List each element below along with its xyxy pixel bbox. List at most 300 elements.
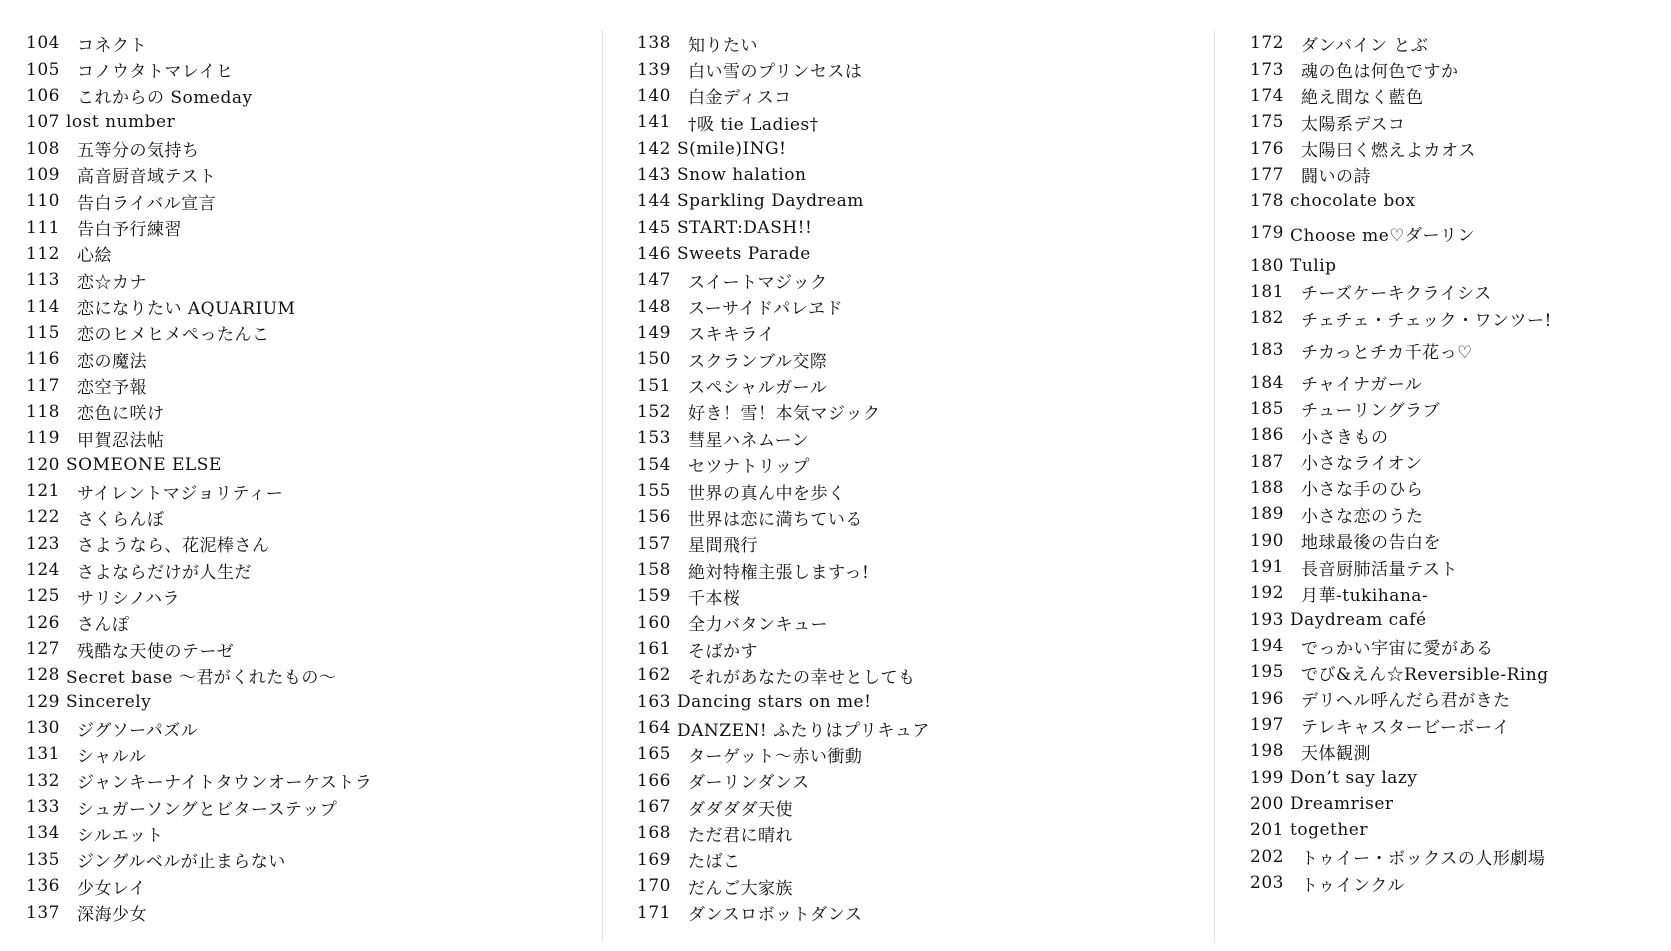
song-title: チカっとチカ千花っ♡ (1301, 342, 1473, 363)
song-number: 129 (26, 691, 60, 712)
song-list-item (26, 689, 616, 715)
song-list-item (26, 346, 616, 372)
song-title: スペシャルガール (688, 378, 828, 399)
song-title: デリヘル呼んだら君がきた (1301, 691, 1511, 712)
song-number: 177 (1250, 164, 1284, 185)
song-number: 198 (1250, 741, 1284, 762)
song-list-item (26, 768, 616, 794)
song-list-item (637, 135, 1227, 161)
song-number: 179 (1250, 223, 1284, 244)
song-title: together (1290, 820, 1368, 841)
song-title: 少女レイ (77, 878, 147, 899)
song-list-item (1250, 331, 1671, 369)
song-number: 201 (1250, 820, 1284, 841)
song-number: 165 (637, 744, 671, 765)
song-number: 126 (26, 612, 60, 633)
song-number: 191 (1250, 557, 1284, 578)
song-list-item (26, 557, 616, 583)
song-number: 175 (1250, 112, 1284, 133)
song-number: 104 (26, 33, 60, 54)
song-number: 189 (1250, 504, 1284, 525)
song-list-item (26, 504, 616, 530)
song-number: 141 (637, 112, 671, 133)
song-number: 125 (26, 586, 60, 607)
song-title: これからの Someday (77, 88, 253, 109)
song-number: 119 (26, 428, 60, 449)
song-list-item (26, 794, 616, 820)
song-number: 107 (26, 112, 60, 133)
song-title: スーサイドパレヱド (688, 299, 844, 320)
song-number: 130 (26, 718, 60, 739)
song-number: 111 (26, 217, 60, 238)
song-number: 193 (1250, 609, 1284, 630)
song-number: 143 (637, 164, 671, 185)
song-list-item (637, 399, 1227, 425)
song-list-item (1250, 738, 1671, 764)
song-list-item (26, 820, 616, 846)
song-title: 月華-tukihana- (1301, 585, 1429, 606)
song-number: 164 (637, 718, 671, 739)
song-list-item (1250, 580, 1671, 606)
song-title: ターゲット〜赤い衝動 (688, 746, 863, 767)
song-title: テレキャスタービーボーイ (1301, 717, 1510, 738)
song-title: 千本桜 (688, 588, 741, 609)
song-number: 146 (637, 243, 671, 264)
song-number: 187 (1250, 451, 1284, 472)
song-list-item (26, 452, 616, 478)
song-number: 139 (637, 59, 671, 80)
song-title: スクランブル交際 (688, 351, 828, 372)
song-list-item (26, 873, 616, 899)
song-list-item (26, 847, 616, 873)
song-title: START:DASH!! (677, 217, 813, 238)
song-list-item (637, 478, 1227, 504)
song-list-item (637, 56, 1227, 82)
song-list-item (26, 320, 616, 346)
song-list-item (26, 267, 616, 293)
song-list-item (26, 109, 616, 135)
song-title: コネクト (77, 35, 147, 56)
song-list-item (1250, 135, 1671, 161)
song-number: 110 (26, 191, 60, 212)
song-title: 地球最後の告白を (1301, 533, 1441, 554)
song-number: 133 (26, 797, 60, 818)
song-list-item (637, 873, 1227, 899)
song-number: 161 (637, 639, 671, 660)
song-title: ジングルベルが止まらない (77, 852, 286, 873)
song-list-item (1250, 83, 1671, 109)
song-title: ジャンキーナイトタウンオーケストラ (77, 773, 373, 794)
song-title: 白い雪のプリンセスは (688, 62, 863, 83)
song-number: 123 (26, 533, 60, 554)
song-number: 190 (1250, 530, 1284, 551)
song-list-item (26, 899, 616, 925)
song-list-item (637, 768, 1227, 794)
song-list-item (26, 188, 616, 214)
song-number: 149 (637, 322, 671, 343)
song-number: 188 (1250, 477, 1284, 498)
song-list-item (26, 241, 616, 267)
song-number: 117 (26, 375, 60, 396)
song-list-item (637, 320, 1227, 346)
song-title: Dreamriser (1290, 794, 1394, 815)
song-title: DANZEN! ふたりはプリキュア (677, 720, 930, 741)
song-number: 160 (637, 612, 671, 633)
song-list-item (26, 135, 616, 161)
song-number: 145 (637, 217, 671, 238)
song-list-item (26, 662, 616, 688)
song-list-item (637, 794, 1227, 820)
song-title: 全力バタンキュー (688, 615, 828, 636)
song-title: 絶え間なく藍色 (1301, 88, 1424, 109)
song-list-item (1250, 30, 1671, 56)
song-number: 131 (26, 744, 60, 765)
song-list-item (637, 583, 1227, 609)
song-list-item (1250, 607, 1671, 633)
song-list-item (1250, 870, 1671, 896)
song-number: 195 (1250, 662, 1284, 683)
song-title: スイートマジック (688, 272, 828, 293)
song-title: シャルル (77, 746, 147, 767)
song-number: 148 (637, 296, 671, 317)
song-number: 151 (637, 375, 671, 396)
song-title: でび&えん☆Reversible-Ring (1301, 664, 1549, 685)
song-list-item (1250, 422, 1671, 448)
song-list-item (637, 557, 1227, 583)
song-title: チーズケーキクライシス (1301, 284, 1492, 305)
song-title: 小さな恋のうた (1301, 506, 1424, 527)
song-column-1 (26, 30, 616, 926)
song-title: サイレントマジョリティー (77, 483, 284, 504)
song-title: 彗星ハネムーン (688, 430, 810, 451)
song-title: チャイナガール (1301, 375, 1423, 396)
song-title: スキキライ (688, 325, 775, 346)
song-number: 152 (637, 401, 671, 422)
song-number: 137 (26, 902, 60, 923)
song-list-item (26, 56, 616, 82)
song-list-item (1250, 528, 1671, 554)
song-list-item (637, 610, 1227, 636)
song-number: 135 (26, 849, 60, 870)
song-title: それがあなたの幸せとしても (688, 667, 916, 688)
song-number: 181 (1250, 281, 1284, 302)
song-list-item (26, 636, 616, 662)
song-list-item (637, 241, 1227, 267)
song-list-item (637, 267, 1227, 293)
song-title: ジグソーパズル (77, 720, 199, 741)
song-title: でっかい宇宙に愛がある (1301, 638, 1494, 659)
song-title: 恋☆カナ (77, 272, 147, 293)
song-list-item (1250, 279, 1671, 305)
song-list-item (637, 715, 1227, 741)
song-list-item (637, 662, 1227, 688)
song-title: トゥインクル (1301, 875, 1405, 896)
song-list-item (637, 425, 1227, 451)
song-list-item (1250, 305, 1671, 331)
song-number: 157 (637, 533, 671, 554)
song-list-item (26, 741, 616, 767)
song-list-item (637, 293, 1227, 319)
song-title: トゥイー・ボックスの人形劇場 (1301, 849, 1546, 870)
song-title: 恋になりたい AQUARIUM (77, 299, 296, 320)
song-list-item (637, 531, 1227, 557)
song-number: 122 (26, 507, 60, 528)
song-number: 109 (26, 164, 60, 185)
song-title: 小さなライオン (1301, 454, 1423, 475)
song-number: 167 (637, 797, 671, 818)
song-list-item (1250, 633, 1671, 659)
song-number: 142 (637, 138, 671, 159)
song-list-item (637, 689, 1227, 715)
song-title: 告白予行練習 (77, 220, 182, 241)
song-number: 138 (637, 33, 671, 54)
song-number: 134 (26, 823, 60, 844)
song-title: 残酷な天使のテーゼ (77, 641, 235, 662)
song-title: ダンバイン とぶ (1301, 35, 1429, 56)
song-number: 147 (637, 270, 671, 291)
song-list-item (26, 214, 616, 240)
song-title: ダーリンダンス (688, 773, 810, 794)
song-number: 166 (637, 770, 671, 791)
song-number: 200 (1250, 794, 1284, 815)
song-list-item (26, 478, 616, 504)
song-number: 120 (26, 454, 60, 475)
song-title: さんぽ (77, 615, 130, 636)
song-list-item (26, 531, 616, 557)
song-number: 202 (1250, 846, 1284, 867)
song-number: 113 (26, 270, 60, 291)
song-list-item (26, 425, 616, 451)
song-title: 長音厨肺活量テスト (1301, 559, 1458, 580)
song-list-item (1250, 56, 1671, 82)
song-title: 小さな手のひら (1301, 480, 1424, 501)
song-list-item (1250, 659, 1671, 685)
song-title: Sincerely (66, 691, 152, 712)
song-number: 116 (26, 349, 60, 370)
song-number: 115 (26, 322, 60, 343)
song-title: 恋色に咲け (77, 404, 165, 425)
song-number: 182 (1250, 308, 1284, 329)
song-title: lost number (66, 112, 176, 133)
song-list-item (26, 83, 616, 109)
song-title: 小さきもの (1301, 427, 1389, 448)
song-list-item (26, 583, 616, 609)
song-list-item (26, 715, 616, 741)
song-number: 180 (1250, 255, 1284, 276)
song-title: 甲賀忍法帖 (77, 430, 165, 451)
song-title: たばこ (688, 852, 741, 873)
song-title: 好き！雪！本気マジック (688, 404, 881, 425)
song-title: SOMEONE ELSE (66, 454, 222, 475)
song-title: ただ君に晴れ (688, 825, 793, 846)
column-divider (602, 30, 603, 942)
song-number: 155 (637, 481, 671, 502)
song-title: さくらんぼ (77, 509, 165, 530)
song-number: 124 (26, 560, 60, 581)
song-list-item (637, 820, 1227, 846)
song-number: 194 (1250, 636, 1284, 657)
song-number: 156 (637, 507, 671, 528)
song-number: 183 (1250, 340, 1284, 361)
song-number: 105 (26, 59, 60, 80)
song-list-item (1250, 214, 1671, 252)
song-list-item (1250, 844, 1671, 870)
song-title: 恋のヒメヒメぺったんこ (77, 325, 270, 346)
song-title: コノウタトマレイヒ (77, 62, 234, 83)
song-number: 170 (637, 876, 671, 897)
song-number: 118 (26, 401, 60, 422)
song-number: 163 (637, 691, 671, 712)
song-number: 162 (637, 665, 671, 686)
song-list-item (637, 162, 1227, 188)
song-number: 154 (637, 454, 671, 475)
song-title: シルエット (77, 825, 164, 846)
song-title: 世界は恋に満ちている (688, 509, 863, 530)
song-title: Snow halation (677, 164, 807, 185)
song-list-item (26, 372, 616, 398)
song-title: 絶対特権主張しますっ! (688, 562, 870, 583)
song-list-item (1250, 817, 1671, 843)
song-list-item (637, 636, 1227, 662)
song-number: 186 (1250, 425, 1284, 446)
song-title: だんご大家族 (688, 878, 793, 899)
song-column-2 (637, 30, 1227, 926)
song-list-item (1250, 162, 1671, 188)
song-title: Sweets Parade (677, 243, 811, 264)
song-number: 121 (26, 481, 60, 502)
song-title: サリシノハラ (77, 588, 180, 609)
song-number: 158 (637, 560, 671, 581)
song-number: 106 (26, 85, 60, 106)
song-number: 173 (1250, 59, 1284, 80)
song-list-item (26, 610, 616, 636)
song-list-item (1250, 712, 1671, 738)
song-number: 114 (26, 296, 60, 317)
song-list-item (1250, 188, 1671, 214)
song-title: ダダダダ天使 (688, 799, 793, 820)
song-list-item (1250, 554, 1671, 580)
song-list-item (1250, 791, 1671, 817)
song-list-item (637, 188, 1227, 214)
song-number: 178 (1250, 191, 1284, 212)
song-title: そばかす (688, 641, 758, 662)
song-list-item (637, 109, 1227, 135)
song-number: 112 (26, 243, 60, 264)
song-list-item (26, 293, 616, 319)
song-list-item (637, 346, 1227, 372)
song-title: シュガーソングとビターステップ (77, 799, 338, 820)
song-list-item (637, 741, 1227, 767)
song-title: Secret base 〜君がくれたもの〜 (66, 667, 337, 688)
song-title: 世界の真ん中を歩く (688, 483, 846, 504)
song-title: 恋の魔法 (77, 351, 147, 372)
song-title: 告白ライバル宣言 (77, 193, 217, 214)
song-number: 168 (637, 823, 671, 844)
song-title: †吸 tie Ladies† (688, 114, 819, 135)
song-list-item (637, 214, 1227, 240)
song-number: 203 (1250, 873, 1284, 894)
song-title: チューリングラブ (1301, 401, 1441, 422)
song-title: チェチェ・チェック・ワンツー! (1301, 310, 1552, 331)
song-title: Sparkling Daydream (677, 191, 864, 212)
song-number: 128 (26, 665, 60, 686)
song-list-item (26, 399, 616, 425)
song-number: 150 (637, 349, 671, 370)
song-number: 127 (26, 639, 60, 660)
song-title: 星間飛行 (688, 536, 758, 557)
song-title: 太陽曰く燃えよカオス (1301, 141, 1476, 162)
song-list-item (1250, 686, 1671, 712)
song-number: 136 (26, 876, 60, 897)
song-title: Daydream café (1290, 609, 1427, 630)
song-number: 192 (1250, 583, 1284, 604)
song-title: 知りたい (688, 35, 758, 56)
song-list-item (637, 30, 1227, 56)
song-title: Tulip (1290, 255, 1337, 276)
song-list-item (1250, 109, 1671, 135)
song-title: Dancing stars on me! (677, 691, 872, 712)
song-number: 153 (637, 428, 671, 449)
song-title: 太陽系デスコ (1301, 114, 1406, 135)
song-title: chocolate box (1290, 191, 1416, 212)
song-title: Choose me♡ダーリン (1290, 225, 1476, 246)
song-list-item (1250, 252, 1671, 278)
song-number: 172 (1250, 33, 1284, 54)
song-title: さよならだけが人生だ (77, 562, 252, 583)
song-number: 169 (637, 849, 671, 870)
song-list-item (637, 372, 1227, 398)
song-title: S(mile)ING! (677, 138, 787, 159)
song-title: Don’t say lazy (1290, 767, 1418, 788)
song-title: 魂の色は何色ですか (1301, 62, 1459, 83)
song-number: 140 (637, 85, 671, 106)
song-number: 174 (1250, 85, 1284, 106)
song-list-item (1250, 369, 1671, 395)
song-list-item (1250, 765, 1671, 791)
song-number: 199 (1250, 767, 1284, 788)
song-number: 144 (637, 191, 671, 212)
song-number: 197 (1250, 715, 1284, 736)
song-number: 171 (637, 902, 671, 923)
song-title: 天体観測 (1301, 743, 1371, 764)
song-number: 159 (637, 586, 671, 607)
song-title: 心絵 (77, 246, 112, 267)
song-list-item (26, 162, 616, 188)
song-title: さようなら、花泥棒さん (77, 536, 270, 557)
song-number: 108 (26, 138, 60, 159)
song-title: セツナトリップ (688, 457, 810, 478)
song-list-item (1250, 501, 1671, 527)
song-list-item (637, 847, 1227, 873)
song-number: 184 (1250, 372, 1284, 393)
song-number: 176 (1250, 138, 1284, 159)
song-list-item (637, 899, 1227, 925)
column-divider (1214, 30, 1215, 942)
song-column-3 (1250, 30, 1671, 896)
song-title: 五等分の気持ち (77, 141, 200, 162)
song-title: 闘いの詩 (1301, 167, 1371, 188)
song-list-item (1250, 396, 1671, 422)
song-title: 白金ディスコ (688, 88, 792, 109)
song-title: 恋空予報 (77, 378, 147, 399)
song-title: ダンスロボットダンス (688, 905, 863, 926)
song-title: 深海少女 (77, 905, 147, 926)
song-number: 196 (1250, 688, 1284, 709)
song-list-item (637, 504, 1227, 530)
song-list-item (1250, 475, 1671, 501)
song-list-item (1250, 448, 1671, 474)
song-number: 185 (1250, 398, 1284, 419)
